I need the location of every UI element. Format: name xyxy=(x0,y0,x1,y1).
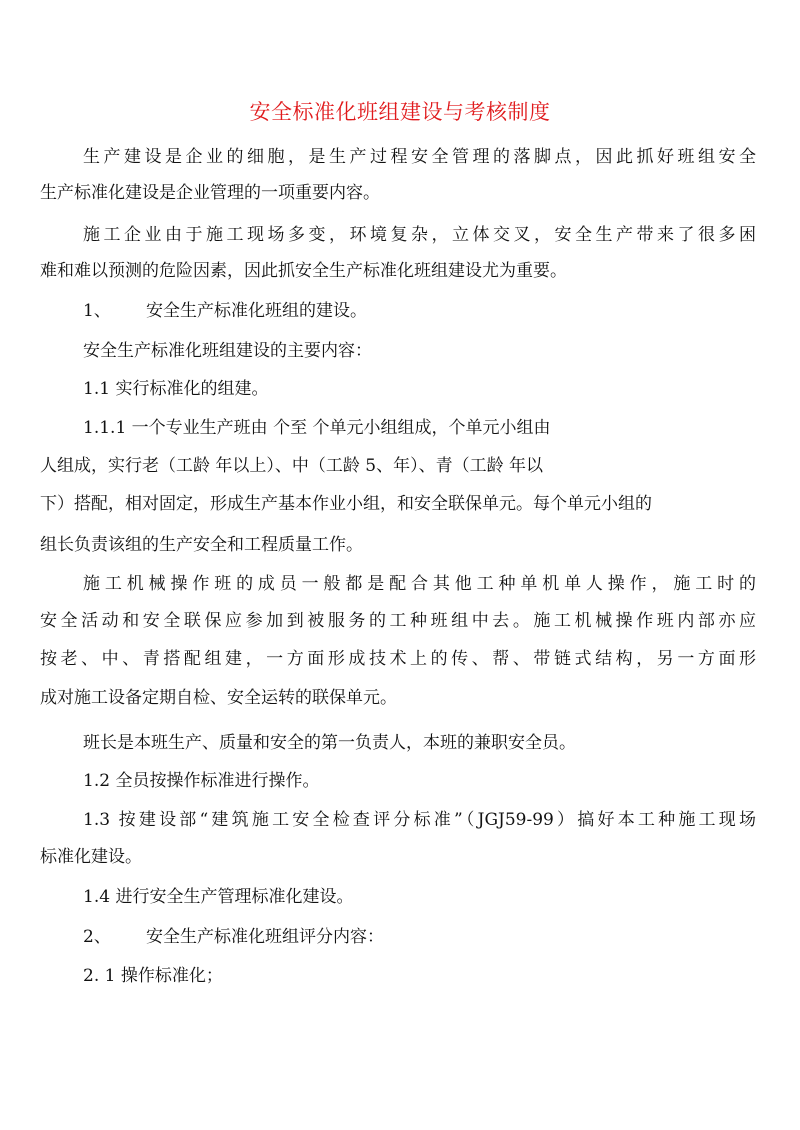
section-heading-text: 安全生产标准化班组评分内容： xyxy=(146,927,384,947)
paragraph-line: 1.1.1 一个专业生产班由 个至 个单元小组组成，个单元小组由 xyxy=(83,418,551,438)
subsection-heading: 1.1 实行标准化的组建。 xyxy=(83,379,269,399)
section-number: 1、 xyxy=(83,301,111,321)
paragraph-line: 难和难以预测的危险因素，因此抓安全生产标准化班组建设尤为重要。 xyxy=(40,261,567,281)
paragraph-line: 班长是本班生产、质量和安全的第一负责人，本班的兼职安全员。 xyxy=(83,733,576,753)
paragraph-line: 安全生产标准化班组建设的主要内容： xyxy=(83,341,372,361)
paragraph-line: 下）搭配，相对固定，形成生产基本作业小组，和安全联保单元。每个单元小组的 xyxy=(40,494,652,514)
paragraph-line: 按老、中、青搭配组建，一方面形成技术上的传、帮、带链式结构，另一方面形 xyxy=(40,649,756,669)
page-title: 安全标准化班组建设与考核制度 xyxy=(249,100,551,124)
paragraph-line: 人组成，实行老（工龄 年以上）、中（工龄 5、年）、青（工龄 年以 xyxy=(40,456,544,476)
paragraph-line: 标准化建设。 xyxy=(40,847,142,867)
paragraph-line: 施工企业由于施工现场多变，环境复杂，立体交叉，安全生产带来了很多困 xyxy=(83,225,756,245)
section-heading xyxy=(83,299,367,323)
subsection-heading: 1.3 按建设部“建筑施工安全检查评分标准”（JGJ59-99）搞好本工种施工现场 xyxy=(83,810,756,830)
paragraph-line: 成对施工设备定期自检、安全运转的联保单元。 xyxy=(40,688,397,708)
paragraph-line: 组长负责该组的生产安全和工程质量工作。 xyxy=(40,535,363,555)
paragraph-line: 安全活动和安全联保应参加到被服务的工种班组中去。施工机械操作班内部亦应 xyxy=(40,611,756,631)
paragraph-line: 生产建设是企业的细胞，是生产过程安全管理的落脚点，因此抓好班组安全 xyxy=(83,147,756,167)
paragraph-line: 生产标准化建设是企业管理的一项重要内容。 xyxy=(40,183,380,203)
subsection-heading: 2. 1 操作标准化； xyxy=(83,966,223,986)
section-heading xyxy=(83,925,384,949)
section-heading-text: 安全生产标准化班组的建设。 xyxy=(146,301,367,321)
subsection-heading: 1.2 全员按操作标准进行操作。 xyxy=(83,771,320,791)
section-number: 2、 xyxy=(83,927,111,947)
paragraph-line: 施工机械操作班的成员一般都是配合其他工种单机单人操作，施工时的 xyxy=(83,574,756,594)
subsection-heading: 1.4 进行安全生产管理标准化建设。 xyxy=(83,887,354,907)
